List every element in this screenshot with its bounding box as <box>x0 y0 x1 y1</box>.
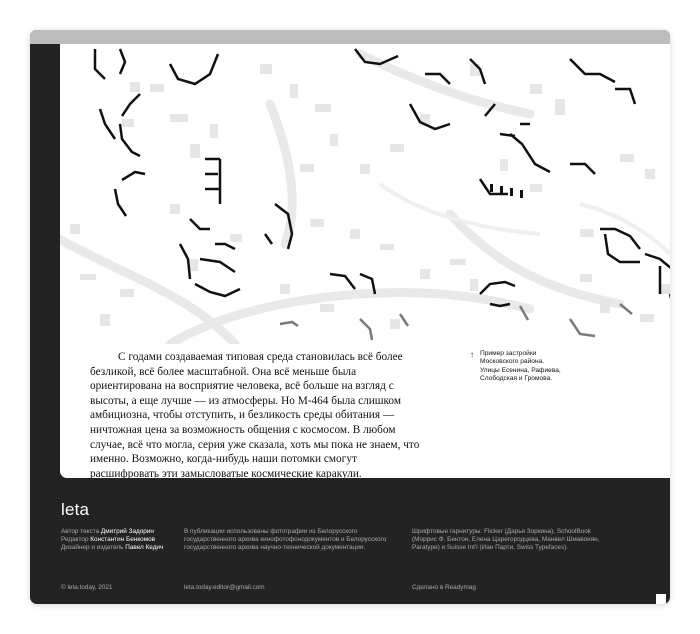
map-building <box>310 219 324 227</box>
map-building <box>120 289 134 297</box>
fonts-note <box>412 528 627 553</box>
map-building <box>170 204 180 214</box>
map-building <box>230 234 242 242</box>
map-building <box>580 274 592 282</box>
map-building <box>390 319 400 329</box>
article-page <box>60 44 670 478</box>
map-building <box>200 259 235 272</box>
map-road <box>360 54 530 114</box>
district-map <box>60 44 670 344</box>
map-building <box>280 284 290 294</box>
map-building <box>100 109 115 139</box>
map-building <box>500 186 503 194</box>
map-caption <box>470 350 580 384</box>
caption-line: Слободская и Громова. <box>480 375 553 383</box>
site-footer <box>30 478 670 604</box>
map-building <box>360 164 370 174</box>
leta-logo[interactable]: leta <box>61 500 90 519</box>
map-building <box>530 84 542 94</box>
map-building <box>500 159 508 171</box>
caption-line: Пример застройки <box>480 350 537 357</box>
map-building <box>95 49 125 79</box>
map-building <box>70 224 80 234</box>
map-building <box>490 184 493 192</box>
map-building <box>645 169 655 179</box>
caption-line: Московского района. <box>480 358 545 366</box>
map-building <box>620 304 632 314</box>
readymag-link[interactable]: Сделано в Readymag <box>412 584 476 591</box>
fonts-line: Paratype) и Suisse Int’l (Иан Парти, Swiss Typefaces). <box>412 544 569 552</box>
browser-frame <box>30 30 670 604</box>
credit-label: Дизайнер и издатель <box>61 544 124 552</box>
credit-label: Редактор <box>61 536 89 544</box>
map-building <box>660 284 670 294</box>
map-building <box>380 244 394 250</box>
map-building <box>360 319 372 340</box>
map-building <box>450 259 466 265</box>
map-dots <box>490 184 523 198</box>
arrow-up-icon: ↑ <box>470 350 474 359</box>
top-bar <box>30 30 670 44</box>
map-building <box>570 59 635 104</box>
map-building <box>510 134 595 174</box>
article-paragraph: С годами создаваемая типовая среда становилась всё более безликой, всё более масштабной. Она всё меньше была ориентирована на восприятие человека, всё больше на взгляд с высоты, а еще лучше — из атмосферы. Но М-464 была слишком амбициозна, чтобы отступить, и безликость среды обитания — ничтожная цена за возможность общения с космосом. В любом случае, всё что могла, серия уже сказала, хоть мы пока не знаем, что именно. Возможно, когда-нибудь наши потомки смогут расшифровать эти замысловатые космические каракули. <box>90 351 420 478</box>
map-building <box>205 159 220 204</box>
sources-line: государственного архива кинофотофонодокументов и Белорусского <box>184 536 387 544</box>
map-building <box>320 304 334 312</box>
map-building <box>420 269 430 279</box>
map-building <box>555 99 565 115</box>
map-building <box>290 84 298 98</box>
map-building <box>280 322 298 326</box>
article-section <box>60 344 670 478</box>
fonts-line: (Моррис Ф. Бентон, Елена Царегородцева, Манвел Шмавонян, <box>412 536 600 544</box>
map-building <box>510 188 513 196</box>
map-building <box>115 172 145 216</box>
map-building <box>400 314 408 326</box>
sources-line: государственного архива научно-технической документации. <box>184 544 366 552</box>
sources-note <box>184 528 399 553</box>
map-building <box>130 82 140 92</box>
map-roads-thin <box>380 184 670 254</box>
map-building <box>390 144 404 152</box>
map-building <box>260 64 272 74</box>
map-building <box>210 124 218 138</box>
credit-name: Дмитрий Задорин <box>100 528 154 535</box>
map-building <box>600 229 640 262</box>
map-building <box>350 229 360 239</box>
credit-name: Павел Кедич <box>125 544 164 552</box>
credit-label: Автор текста <box>61 528 100 535</box>
map-building <box>330 134 338 146</box>
map-building <box>300 164 314 172</box>
map-building <box>600 299 610 313</box>
email-link[interactable]: leta.today.editor@gmail.com <box>184 584 265 591</box>
fonts-line: Шрифтовые гарнитуры: Flicker (Дарья Зоркина), SchoolBook <box>412 528 591 535</box>
map-building <box>580 229 594 237</box>
map-building <box>190 259 198 271</box>
map-building <box>620 154 634 162</box>
map-building <box>315 104 331 112</box>
map-building <box>100 314 110 326</box>
map-building <box>470 279 478 291</box>
credit-name: Константин Бенкомов <box>90 536 156 544</box>
map-building <box>570 319 595 336</box>
map-building <box>150 84 164 92</box>
corner-square <box>656 594 666 604</box>
map-building <box>480 179 508 194</box>
map-building <box>170 114 188 122</box>
map-building <box>122 119 134 127</box>
map-building <box>190 144 200 158</box>
map-building <box>640 314 654 322</box>
map-roads <box>60 54 620 344</box>
sources-line: В публикации использованы фотографии из Белорусского <box>184 528 358 535</box>
copyright: © leta.today, 2021 <box>61 584 113 591</box>
map-building <box>520 190 523 198</box>
map-building <box>170 54 218 84</box>
map-building <box>190 219 235 249</box>
map-building <box>80 274 96 280</box>
map-building <box>530 184 542 192</box>
caption-line: Улицы Есенина, Рафиева, <box>480 366 561 374</box>
